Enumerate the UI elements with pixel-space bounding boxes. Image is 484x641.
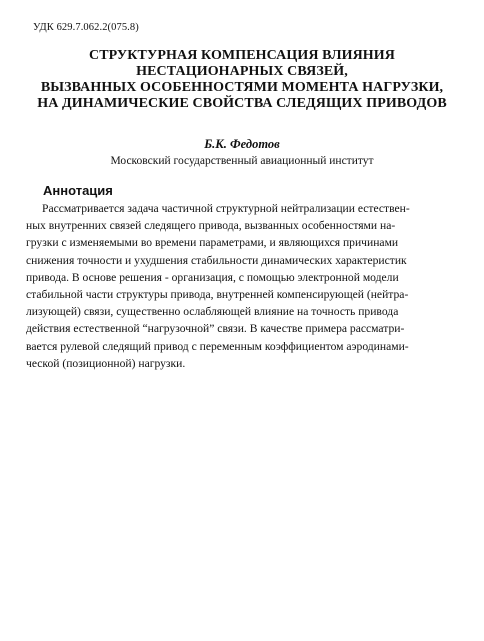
abstract-line: действия естественной “нагрузочной” связи. В качестве примера рассматри-: [26, 322, 405, 336]
abstract-line: привода. В основе решения - организация, с помощью электронной модели: [26, 270, 399, 284]
abstract-line: грузки с изменяемыми во времени параметрами, и являющихся причинами: [26, 236, 399, 250]
abstract-line: Рассматривается задача частичной структурной нейтрализации естествен-: [42, 202, 410, 215]
author-name: Б.К. Федотов: [204, 137, 280, 151]
abstract-line: ческой (позиционной) нагрузки.: [26, 356, 186, 370]
abstract-line: снижения точности и ухудшения стабильности динамических характеристик: [26, 253, 407, 267]
title-line: ВЫЗВАННЫХ ОСОБЕННОСТЯМИ МОМЕНТА НАГРУЗКИ,: [40, 80, 444, 95]
title-line: НА ДИНАМИЧЕСКИЕ СВОЙСТВА СЛЕДЯЩИХ ПРИВОДОВ: [37, 96, 447, 111]
title-line: СТРУКТУРНАЯ КОМПЕНСАЦИЯ ВЛИЯНИЯ: [88, 48, 395, 63]
abstract-line: ных внутренних связей следящего привода, вызванных особенностями на-: [26, 219, 396, 233]
abstract-line: лизующей) связи, существенно ослабляющей влияние на точность привода: [26, 305, 399, 319]
abstract-line: вается рулевой следящий привод с переменным коэффициентом аэродинами-: [26, 339, 409, 353]
author-affiliation: Московский государственный авиационный институт: [110, 155, 374, 167]
udk-code: УДК 629.7.062.2(075.8): [33, 22, 139, 33]
paper-title: [20, 48, 464, 112]
abstract-body: [26, 200, 466, 372]
title-line: НЕСТАЦИОНАРНЫХ СВЯЗЕЙ,: [136, 64, 348, 79]
abstract-line: стабильной части структуры привода, внутренней компенсирующей (нейтра-: [26, 288, 409, 302]
abstract-heading: Аннотация: [43, 183, 113, 198]
